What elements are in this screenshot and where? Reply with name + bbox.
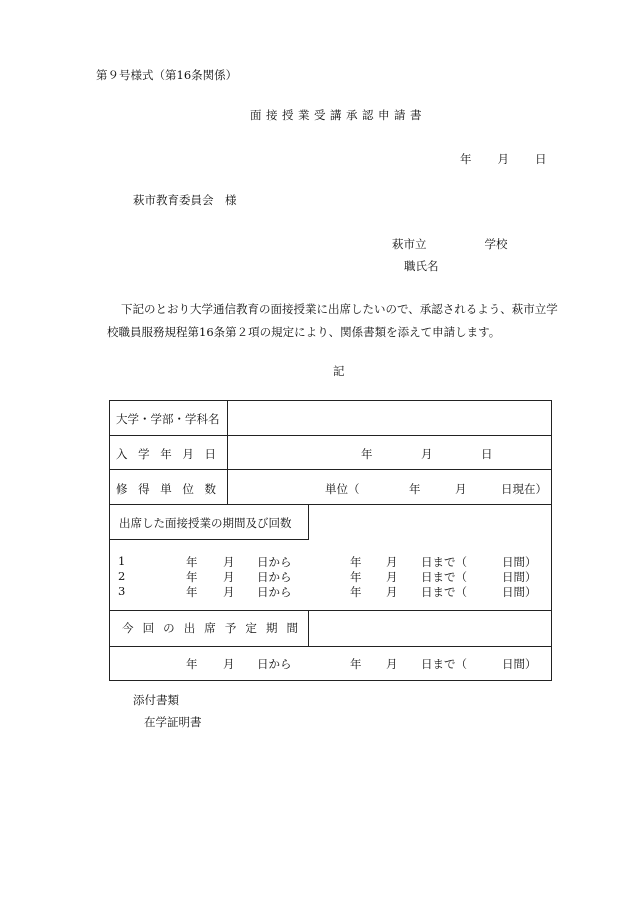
document-title: 面接授業受講承認申請書	[250, 108, 426, 122]
school-suffix: 学校	[484, 237, 508, 251]
school-line	[392, 236, 508, 252]
header-box-bottom	[110, 539, 309, 540]
principal-name: 職氏名	[404, 259, 439, 273]
school-prefix: 萩市立	[392, 237, 427, 251]
row-divider	[110, 435, 551, 436]
attachments-label: 添付書類	[133, 693, 179, 707]
university-label: 大学・学部・学科名	[116, 412, 220, 426]
row-divider	[110, 504, 551, 505]
ki-heading: 記	[333, 364, 345, 378]
row-divider	[110, 610, 551, 611]
attended-header: 出席した面接授業の期間及び回数	[119, 516, 292, 530]
application-table: 大学・学部・学科名 入 学 年 月 日 年 月 日 修 得 単 位 数 単位（ 年 月 日現在） 出席した面接授業の期間及び回数 1 年 月 日から 年 月 日まで（ 日間） 2 年 月 日から 年 月 日まで（ 日間） 3 年 月 日から 年 月 日まで（ 日間） 今 回 の 出 席 予 定 期 間 年 月 日から 年 月 日まで（ 日間）	[109, 400, 552, 681]
header-box-side	[308, 610, 309, 646]
date-year: 年	[460, 152, 472, 166]
enrollment-month[interactable]: 月	[421, 447, 433, 461]
credits-year[interactable]: 年	[409, 482, 421, 496]
date-day: 日	[535, 152, 547, 166]
enrollment-label: 入 学 年 月 日	[116, 447, 216, 461]
university-field[interactable]	[232, 405, 546, 431]
header-box-side	[308, 504, 309, 539]
planned-header: 今 回 の 出 席 予 定 期 間	[122, 621, 298, 635]
body-line-1: 下記のとおり大学通信教育の面接授業に出席したいので、承認されるよう、萩市立学	[121, 302, 558, 316]
date-month: 月	[497, 152, 509, 166]
body-line-2: 校職員服務規程第16条第２項の規定により、関係書類を添えて申請します。	[107, 325, 501, 339]
row-divider	[110, 469, 551, 470]
credits-as-of[interactable]: 日現在）	[501, 482, 547, 496]
attachment-item: 在学証明書	[144, 715, 202, 729]
form-number: 第９号様式（第16条関係）	[96, 68, 238, 82]
credits-label: 修 得 単 位 数	[116, 482, 216, 496]
label-divider	[227, 401, 228, 504]
credits-unit[interactable]: 単位（	[325, 482, 360, 496]
row-divider	[110, 646, 551, 647]
enrollment-day[interactable]: 日	[481, 447, 493, 461]
credits-month[interactable]: 月	[455, 482, 467, 496]
enrollment-year[interactable]: 年	[361, 447, 373, 461]
addressee: 萩市教育委員会 様	[133, 193, 237, 207]
body-text	[107, 298, 577, 344]
date-line	[460, 151, 547, 167]
